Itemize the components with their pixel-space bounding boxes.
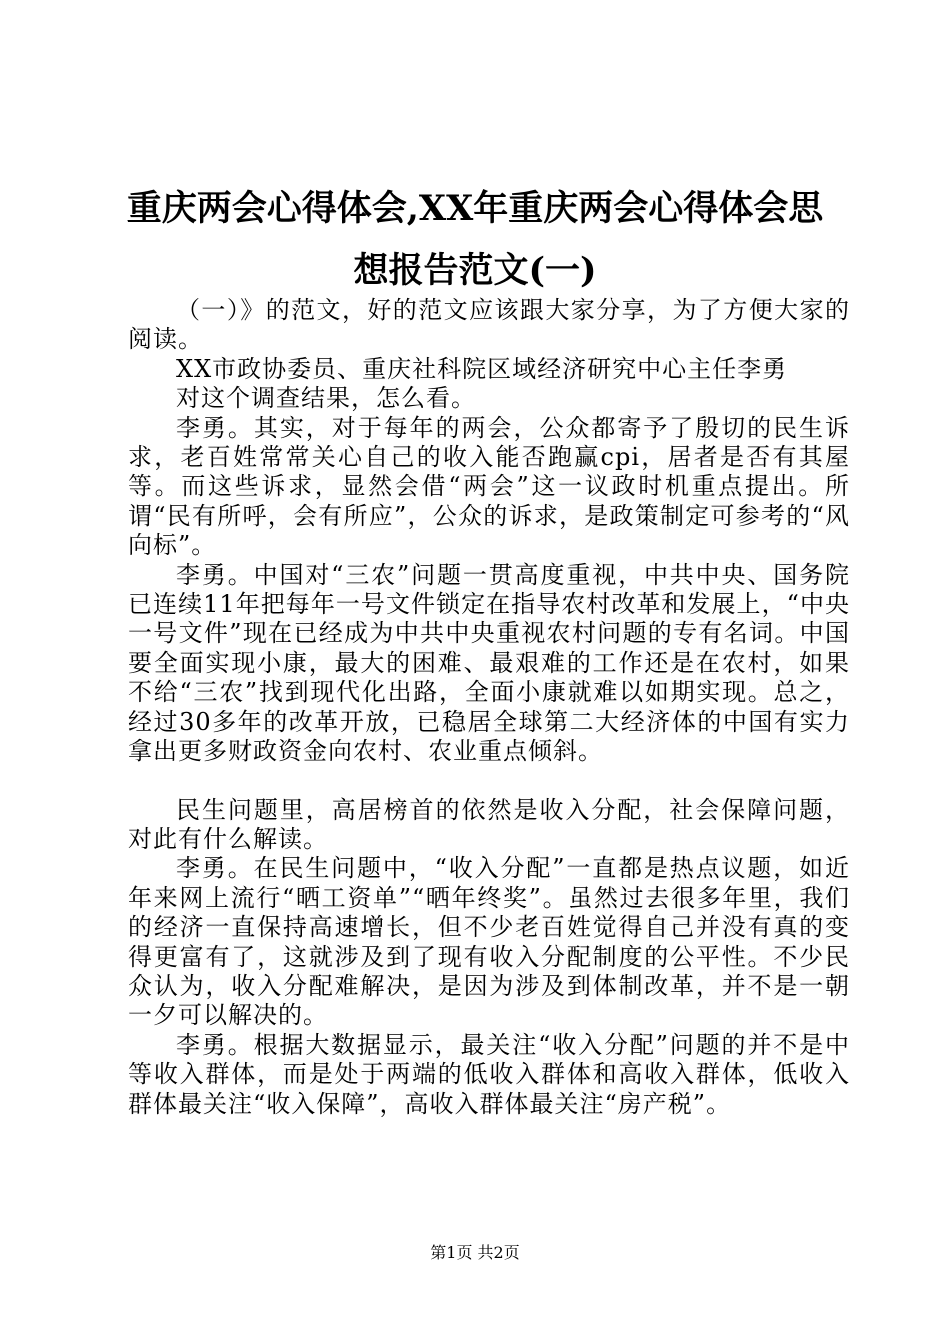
paragraph: 对这个调查结果，怎么看。 xyxy=(176,384,476,413)
paragraph: 民生问题里，高居榜首的依然是收入分配，社会保障问题，对此有什么解读。 xyxy=(128,795,850,853)
paragraph: 李勇。中国对“三农”问题一贯高度重视，中共中央、国务院已连续11年把每年一号文件锁定在指导农村改革和发展上，“中央一号文件”现在已经成为中共中央重视农村问题的专有名词。中国要全面实现小康，最大的困难、最艰难的工作还是在农村，如果不给“三农”找到现代化出路，全面小康就难以如期实现。总之，经过30多年的改革开放，已稳居全球第二大经济体的中国有实力拿出更多财政资金向农村、农业重点倾斜。 xyxy=(128,560,850,766)
document-title: 重庆两会心得体会,XX年重庆两会心得体会思想报告范文(一) xyxy=(126,188,824,291)
paragraph: 李勇。根据大数据显示，最关注“收入分配”问题的并不是中等收入群体，而是处于两端的低收入群体和高收入群体，低收入群体最关注“收入保障”，高收入群体最关注“房产税”。 xyxy=(128,1030,850,1118)
page-number: 第1页 共2页 xyxy=(430,1243,520,1262)
paragraph: （一）》的范文，好的范文应该跟大家分享，为了方便大家的阅读。 xyxy=(128,296,850,354)
paragraph: 李勇。在民生问题中，“收入分配”一直都是热点议题，如近年来网上流行“晒工资单”“晒年终奖”。虽然过去很多年里，我们的经济一直保持高速增长，但不少老百姓觉得自己并没有真的变得更富有了，这就涉及到了现有收入分配制度的公平性。不少民众认为，收入分配难解决，是因为涉及到体制改革，并不是一朝一夕可以解决的。 xyxy=(128,854,850,1030)
paragraph: 李勇。其实，对于每年的两会，公众都寄予了殷切的民生诉求，老百姓常常关心自己的收入能否跑赢cpi，居者是否有其屋等。而这些诉求，显然会借“两会”这一议政时机重点提出。所谓“民有所呼，会有所应”，公众的诉求，是政策制定可参考的“风向标”。 xyxy=(128,413,850,560)
paragraph: XX市政协委员、重庆社科院区域经济研究中心主任李勇 xyxy=(176,354,788,383)
document-body xyxy=(128,296,850,1119)
